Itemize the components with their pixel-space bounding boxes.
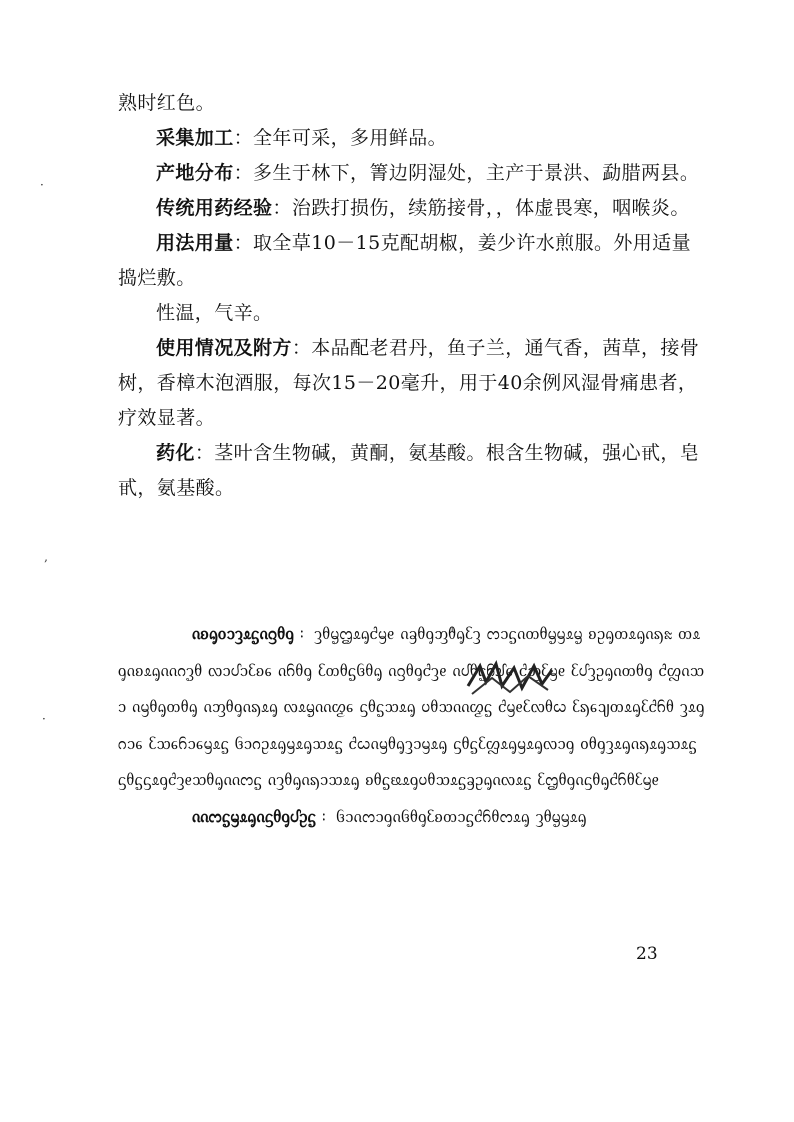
label-separator: ： (272, 197, 292, 219)
paragraph-harvest-processing (118, 121, 706, 156)
tai-paragraph-usage (118, 799, 708, 836)
paragraph-fruit-color (118, 86, 706, 121)
paragraph-property (118, 296, 706, 331)
label-distribution: 产地分布 (156, 162, 234, 184)
label-traditional-use: 传统用药经验 (156, 197, 273, 219)
paragraph-distribution (118, 156, 706, 191)
label-separator: ： (316, 806, 337, 827)
tai-lue-text-section (118, 616, 708, 835)
paragraph-text: 全年可采，多用鲜品。 (253, 127, 448, 149)
paragraph-text: 茎叶含生物碱，黄酮，氨基酸。根含生物碱，强心甙，皂甙，氨基酸。 (118, 442, 700, 499)
paragraph-text: 治跌打损伤，续筋接骨，，体虚畏寒，咽喉炎。 (291, 197, 690, 219)
page-number: 23 (636, 944, 658, 964)
paragraph-text: 取全草10－15克配胡椒，姜少许水煎服。外用适量捣烂敷。 (118, 232, 691, 289)
paragraph-text: 多生于林下，箐边阴湿处，主产于景洪、勐腊两县。 (253, 162, 700, 184)
tai-paragraph-text: ᦑᦱᦵᦂᦱᧁᦵᦑᦲᧁᦷᦈᦎᦱᧃᦺᦆᦲᦂᦸᧂ ᦡᦲᧄᦙᦸᧂ (336, 806, 587, 827)
label-separator: ： (233, 162, 254, 184)
label-harvest-processing: 采集加工 (156, 127, 234, 149)
tai-label-experience: ᦵᦈᧂᦞᦱᦡᦸᧃᦵᦋᦲᧁ (192, 624, 295, 644)
tai-paragraph-experience (118, 616, 708, 799)
label-separator: ： (294, 624, 315, 644)
label-chemistry: 药化 (156, 442, 195, 464)
ink-stamp-mark (462, 656, 558, 702)
chinese-text-section (118, 86, 706, 506)
label-separator: ： (233, 232, 254, 254)
margin-mark: · (42, 712, 46, 726)
paragraph-usage-dosage (118, 226, 706, 296)
tai-label-usage: ᦶᦂᧃᦙᦸᧂᦵᦓᦲᧁᦔᦳᧃ (192, 806, 317, 827)
paragraph-usage-prescription (118, 331, 706, 436)
paragraph-text: 性温，气辛。 (156, 302, 273, 324)
paragraph-text: 本品配老君丹，鱼子兰，通气香，茜草，接骨树，香樟木泡酒服，每次15－20毫升，用于40余例风湿骨痛患者，疗效显著。 (118, 337, 700, 429)
paragraph-text: 熟时红色。 (118, 92, 216, 114)
tai-paragraph-text: ᦡᦲᧄᦗᦸᧂᦺᦙᧉ ᦵᦃᦲᧁᦀᦹᧂᦷᦡ ᦂᦱᧃᦵᦎᦲᧄᦙᦸᧄ ᦈᦳᧂᦎᦸᧂᦵᦣᦰ ᦎᦸᧁᦵᦈᦸᧂᦶᦅᧆᦲ ᦟᦱᦔᦱᦷᦈᧈ ᦵᦆᦲᧁ ᦷᦎᦲᧃᦑᦲᧂ ᦵᦋᦲᧁᦺᦡᧉ ᦵᦔᦲᧃᦆᦾᧈ ᦺᦀᦷᦙᧉ ᦷᦔᦡᦳᧂᦵᦎᦲᧁ ᦺᦜᦵᦉᦱ ᦵᦙᦲᧂᦎᦲᧂ ᦵᦀᦲᧁᦵᦣᦸᧂ ᦟᦸᧄᦶᦖᧈ ᦓᦲᧃᦉᦸᧂ ᦢᦲᦉᦶᦖᧃ ᦺᦙᧉᦷᦟᦲᦍ ᦷᦣᧈᦻᦎᦸᧂᦷᦺᦆᦲ ᦡᦸᧁᦅᦱᧈ ᦷᦉᧈᦆᦱᧈᦙᦸᧃ ᦑᦱᦅᦳᦸᧂᦙᦸᧂᦉᦸᧃ ᦺᦍᦵᦙᦲᧂᦡᦱᦙᦸᧂ ᦓᦲᧃᦷᦜᦸᧂᦙᦸᧂᦟᦱᧁ ᦞᦲᧁᦡᦸᧂᦵᦣᦸᧂᦉᦸᧃ ᦓᦲᧃᦓᦸᧁᦺᦡᧉᦉᦲᧂᦶᦂᧃ ᦵᦡᦲᧂᦵᦣᦱᦉᦸᧂ ᦈᦲᧃᦕᦸᧁᦢᦲᦉᦸᧃᦃᦳᧂᦵᦟᦸᧃ ᦷᦗᦲᧁᦵᦓᦲᧂᦺᦆᦲᦷᦙᧉ (118, 624, 705, 790)
label-separator: ： (233, 127, 254, 149)
label-separator: ： (291, 337, 312, 359)
paragraph-traditional-use (118, 191, 706, 226)
label-usage-prescription: 使用情况及附方 (156, 337, 292, 359)
label-usage-dosage: 用法用量 (156, 232, 234, 254)
label-separator: ： (194, 442, 215, 464)
margin-mark: ‚ (44, 550, 48, 564)
paragraph-chemistry (118, 436, 706, 506)
margin-mark: · (40, 178, 44, 192)
